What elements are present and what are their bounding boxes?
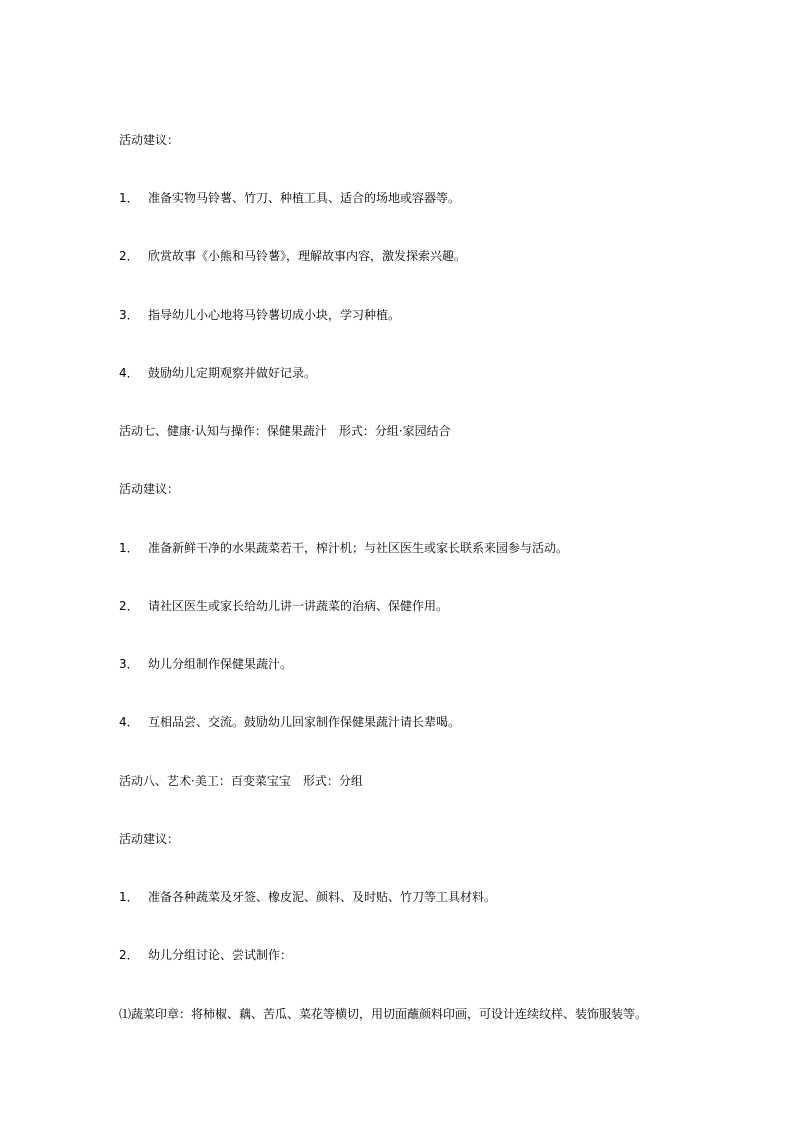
- list-number: 2．: [119, 249, 139, 263]
- list-item: [119, 365, 316, 381]
- sub-item: [119, 1006, 647, 1022]
- line-text: 活动建议：: [119, 133, 180, 147]
- line-text: 幼儿分组制作保健果蔬汁。: [148, 657, 293, 671]
- line-text: 互相品尝、交流。鼓励幼儿回家制作保健果蔬汁请长辈喝。: [148, 715, 461, 729]
- list-number: 2．: [119, 948, 139, 962]
- section-heading: [119, 481, 179, 497]
- list-item: [119, 190, 460, 206]
- line-text: 请社区医生或家长给幼儿讲一讲蔬菜的治病、保健作用。: [148, 599, 449, 613]
- list-number: 3．: [119, 308, 139, 322]
- line-text: 欣赏故事《小熊和马铃薯》，理解故事内容，激发探索兴趣。: [148, 249, 467, 263]
- list-item: [119, 889, 496, 905]
- line-text: 指导幼儿小心地将马铃薯切成小块，学习种植。: [148, 308, 401, 322]
- line-text: 鼓励幼儿定期观察并做好记录。: [148, 366, 317, 380]
- line-text: ⑴蔬菜印章：将柿椒、藕、苦瓜、菜花等横切，用切面蘸颜料印画，可设计连续纹样、装饰服装等。: [119, 1007, 648, 1021]
- section-heading: [119, 132, 179, 148]
- list-number: 4．: [119, 715, 139, 729]
- list-item: [119, 598, 448, 614]
- list-number: 3．: [119, 657, 139, 671]
- activity-title: [119, 423, 451, 439]
- line-text: 活动建议：: [119, 832, 180, 846]
- list-item: [119, 307, 400, 323]
- list-number: 4．: [119, 366, 139, 380]
- line-text: 活动七、健康·认知与操作：保健果蔬汁 形式：分组·家园结合: [119, 424, 451, 438]
- line-text: 幼儿分组讨论、尝试制作：: [148, 948, 293, 962]
- list-item: [119, 947, 292, 963]
- list-number: 2．: [119, 599, 139, 613]
- section-heading: [119, 831, 179, 847]
- line-text: 活动建议：: [119, 482, 180, 496]
- line-text: 准备实物马铃薯、竹刀、种植工具、适合的场地或容器等。: [148, 191, 461, 205]
- list-number: 1．: [119, 890, 139, 904]
- list-number: 1．: [119, 541, 139, 555]
- list-item: [119, 248, 466, 264]
- line-text: 准备各种蔬菜及牙签、橡皮泥、颜料、及时贴、竹刀等工具材料。: [148, 890, 497, 904]
- list-item: [119, 656, 292, 672]
- list-item: [119, 714, 460, 730]
- line-text: 活动八、艺术·美工：百变菜宝宝 形式：分组: [119, 774, 363, 788]
- list-item: [119, 540, 568, 556]
- list-number: 1．: [119, 191, 139, 205]
- activity-title: [119, 773, 363, 789]
- line-text: 准备新鲜干净的水果蔬菜若干，榨汁机；与社区医生或家长联系来园参与活动。: [148, 541, 569, 555]
